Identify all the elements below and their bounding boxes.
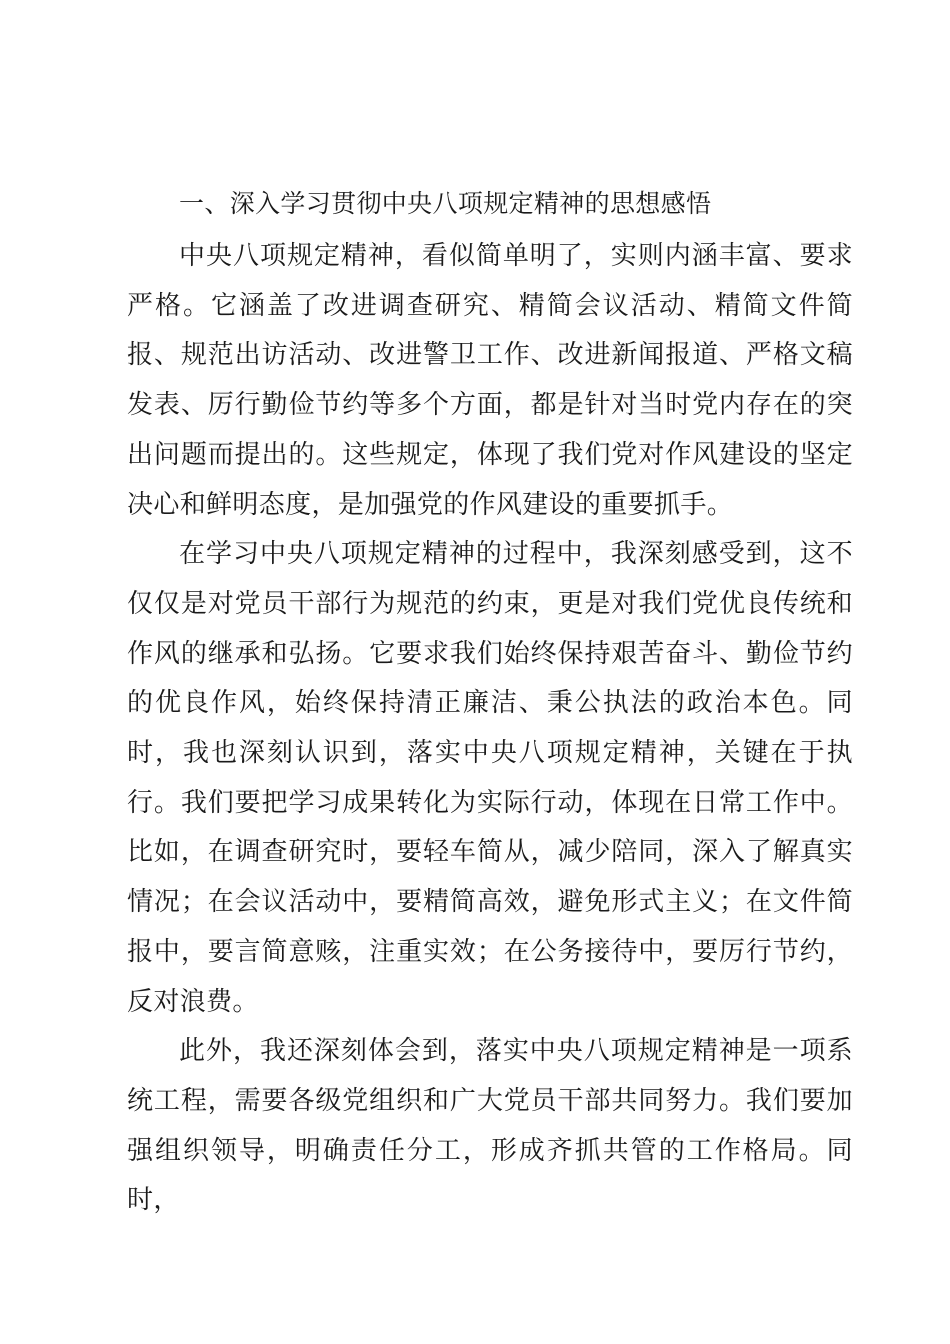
document-body — [127, 178, 853, 1226]
section-heading: 一、深入学习贯彻中央八项规定精神的思想感悟 — [179, 189, 712, 218]
paragraph-2: 在学习中央八项规定精神的过程中，我深刻感受到，这不仅仅是对党员干部行为规范的约束，更是对我们党优良传统和作风的继承和弘扬。它要求我们始终保持艰苦奋斗、勤俭节约的优良作风，始终保持清正廉洁、秉公执法的政治本色。同时，我也深刻认识到，落实中央八项规定精神，关键在于执行。我们要把学习成果转化为实际行动，体现在日常工作中。比如，在调查研究时，要轻车简从，减少陪同，深入了解真实情况；在会议活动中，要精简高效，避免形式主义；在文件简报中，要言简意赅，注重实效；在公务接待中，要厉行节约，反对浪费。 — [127, 539, 853, 1017]
paragraph-3: 此外，我还深刻体会到，落实中央八项规定精神是一项系统工程，需要各级党组织和广大党员干部共同努力。我们要加强组织领导，明确责任分工，形成齐抓共管的工作格局。同时， — [127, 1036, 853, 1216]
paragraph-1: 中央八项规定精神，看似简单明了，实则内涵丰富、要求严格。它涵盖了改进调查研究、精简会议活动、精简文件简报、规范出访活动、改进警卫工作、改进新闻报道、严格文稿发表、厉行勤俭节约等多个方面，都是针对当时党内存在的突出问题而提出的。这些规定，体现了我们党对作风建设的坚定决心和鲜明态度，是加强党的作风建设的重要抓手。 — [127, 241, 853, 520]
